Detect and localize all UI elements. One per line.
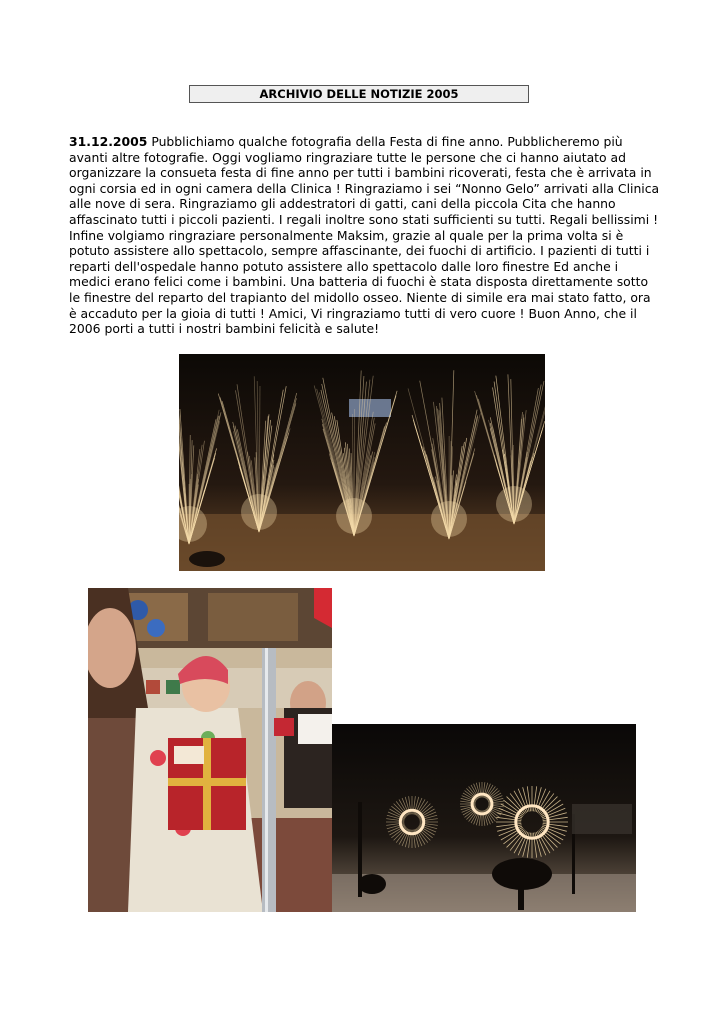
article-body (69, 134, 661, 337)
girl-with-gift-photo (88, 588, 332, 912)
article-text: Pubblichiamo qualche fotografia della Festa di fine anno. Pubblicheremo più avanti altre fotografie. Oggi vogliamo ringraziare tutte le persone che ci hanno aiutato ad organizzare la consueta festa di fine anno per tutti i bambini ricoverati, festa che è arrivata in ogni corsia ed in ogni camera della Clinica ! Ringraziamo i sei “Nonno Gelo” arrivati alla Clinica alle nove di sera. Ringraziamo gli addestratori di gatti, cani della piccola Cita che hanno affascinato tutti i piccoli pazienti. I regali inoltre sono stati sufficienti su tutti. Regali bellissimi ! Infine volgiamo ringraziare personalmente Maksim, grazie al quale per la prima volta si è potuto assistere allo spettacolo, sempre affascinante, dei fuochi di artificio. I pazienti di tutti i reparti dell'ospedale hanno potuto assistere allo spettacolo dalle loro finestre Ed anche i medici erano felici come i bambini. Una batteria di fuochi è stata disposta direttamente sotto le finestre del reparto del trapianto del midollo osseo. Niente di simile era mai stato fatto, ora è accaduto per la gioia di tutti ! Amici, Vi ringraziamo tutti di vero cuore ! Buon Anno, che il 2006 porti a tutti i nostri bambini felicità e salute! (69, 134, 660, 337)
fireworks-fountains-photo (179, 354, 545, 571)
fireworks-wheels-photo (332, 724, 636, 912)
page-title: ARCHIVIO DELLE NOTIZIE 2005 (189, 85, 529, 103)
article-date: 31.12.2005 (69, 134, 148, 149)
